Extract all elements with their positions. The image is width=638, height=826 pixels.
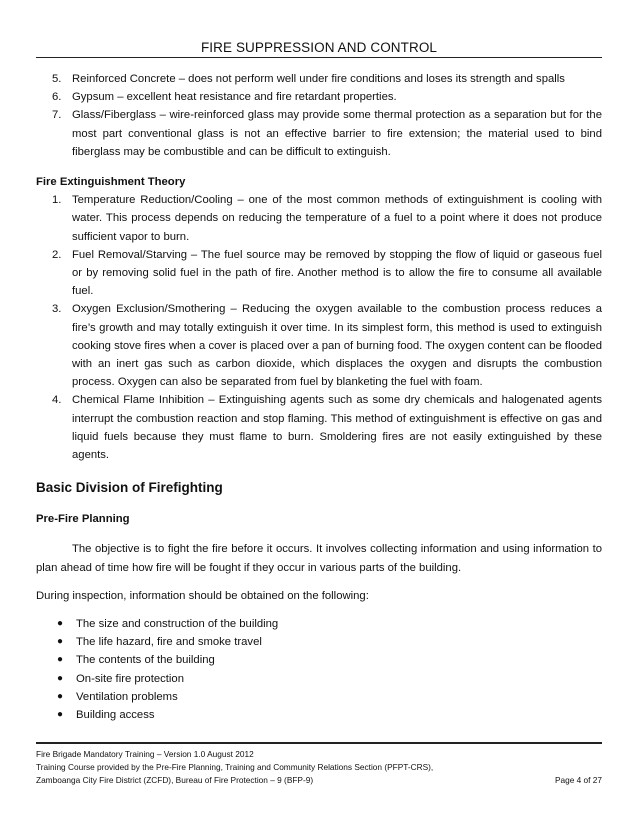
list-text: Oxygen Exclusion/Smothering – Reducing the oxygen available to the combustion process reduces a fire’s growth and may totally extinguish it over time. In its simplest form, this method is used to extinguish cooking stove fires when a cover is placed over a pan of burning food. The oxygen content can be flooded with an inert gas such as carbon dioxide, which displaces the oxygen and disrupts the combustion process. Oxygen can also be separated from fuel by blanketing the fuel with foam. bbox=[72, 303, 602, 389]
list-item bbox=[36, 615, 602, 633]
list-item bbox=[36, 106, 602, 161]
list-number: 4. bbox=[52, 394, 62, 407]
header-divider bbox=[36, 57, 602, 58]
page-content bbox=[36, 70, 602, 724]
bullet-icon: ● bbox=[57, 690, 64, 702]
list-number: 2. bbox=[52, 248, 62, 261]
list-text: Fuel Removal/Starving – The fuel source may be removed by stopping the flow of liquid or gaseous fuel or by removing solid fuel in the path of fire. Another method is to allow the fire to consume all available fuel. bbox=[72, 248, 602, 298]
section-title: Basic Division of Firefighting bbox=[36, 480, 223, 496]
footer-last-line bbox=[36, 774, 602, 787]
bullet-icon: ● bbox=[57, 654, 64, 666]
materials-list bbox=[36, 70, 602, 161]
page-footer bbox=[36, 748, 602, 787]
list-text: Building access bbox=[76, 709, 155, 722]
list-item bbox=[36, 391, 602, 464]
list-text: Temperature Reduction/Cooling – one of the most common methods of extinguishment is cooling with water. This process depends on reducing the temperature of a fuel to a point where it does not produce sufficient vapor to burn. bbox=[72, 194, 602, 243]
inspection-intro: During inspection, information should be obtained on the following: bbox=[36, 589, 369, 602]
list-text: The life hazard, fire and smoke travel bbox=[76, 636, 262, 649]
list-text: Glass/Fiberglass – wire-reinforced glass may provide some thermal protection as a separation but for the most part conventional glass is not an effective barrier to fire extension; the material used to bind fiberglass may be combustible and can be difficult to extinguish. bbox=[72, 109, 602, 158]
footer-line: Zamboanga City Fire District (ZCFD), Bureau of Fire Protection – 9 (BFP-9) bbox=[36, 775, 314, 785]
footer-line: Training Course provided by the Pre-Fire Planning, Training and Community Relations Section (PFPT-CRS), bbox=[36, 762, 434, 772]
list-item bbox=[36, 300, 602, 391]
list-item bbox=[36, 88, 602, 106]
bullet-icon: ● bbox=[57, 618, 64, 630]
list-item bbox=[36, 191, 602, 246]
theory-list bbox=[36, 191, 602, 464]
theory-heading: Fire Extinguishment Theory bbox=[36, 176, 186, 189]
list-number: 5. bbox=[52, 73, 62, 85]
bullet-icon: ● bbox=[57, 709, 64, 721]
list-item bbox=[36, 670, 602, 688]
bullet-icon: ● bbox=[57, 636, 64, 648]
list-text: Reinforced Concrete – does not perform well under fire conditions and loses its strength and spalls bbox=[72, 73, 565, 85]
list-number: 3. bbox=[52, 303, 62, 316]
list-item bbox=[36, 688, 602, 706]
list-number: 7. bbox=[52, 109, 62, 122]
list-text: The contents of the building bbox=[76, 654, 215, 667]
list-item bbox=[36, 246, 602, 301]
list-text: Chemical Flame Inhibition – Extinguishing agents such as some dry chemicals and halogenated agents interrupt the combustion reaction and stop flaming. This method of extinguishment is effective on gas and liquid fuels because they must flame to burn. Smoldering fires are not easily extinguished by these agents. bbox=[72, 394, 602, 462]
list-text: On-site fire protection bbox=[76, 672, 184, 685]
footer-line: Fire Brigade Mandatory Training – Version 1.0 August 2012 bbox=[36, 749, 254, 759]
page-number: Page 4 of 27 bbox=[554, 775, 602, 785]
body-paragraph: The objective is to fight the fire before it occurs. It involves collecting information and using information to plan ahead of time how fire will be fought if they occur in various parts of the building. bbox=[36, 543, 602, 574]
list-text: The size and construction of the building bbox=[76, 618, 279, 631]
footer-divider bbox=[36, 742, 602, 744]
page-header: FIRE SUPPRESSION AND CONTROL bbox=[200, 40, 438, 55]
subsection-title: Pre-Fire Planning bbox=[36, 513, 130, 526]
list-text: Gypsum – excellent heat resistance and fire retardant properties. bbox=[72, 91, 397, 104]
list-item bbox=[36, 70, 602, 88]
bullet-icon: ● bbox=[57, 672, 64, 684]
list-text: Ventilation problems bbox=[76, 690, 178, 703]
list-item bbox=[36, 633, 602, 651]
inspection-bullets bbox=[36, 615, 602, 724]
list-number: 1. bbox=[52, 194, 62, 207]
list-item bbox=[36, 706, 602, 724]
list-item bbox=[36, 651, 602, 669]
list-number: 6. bbox=[52, 91, 62, 104]
